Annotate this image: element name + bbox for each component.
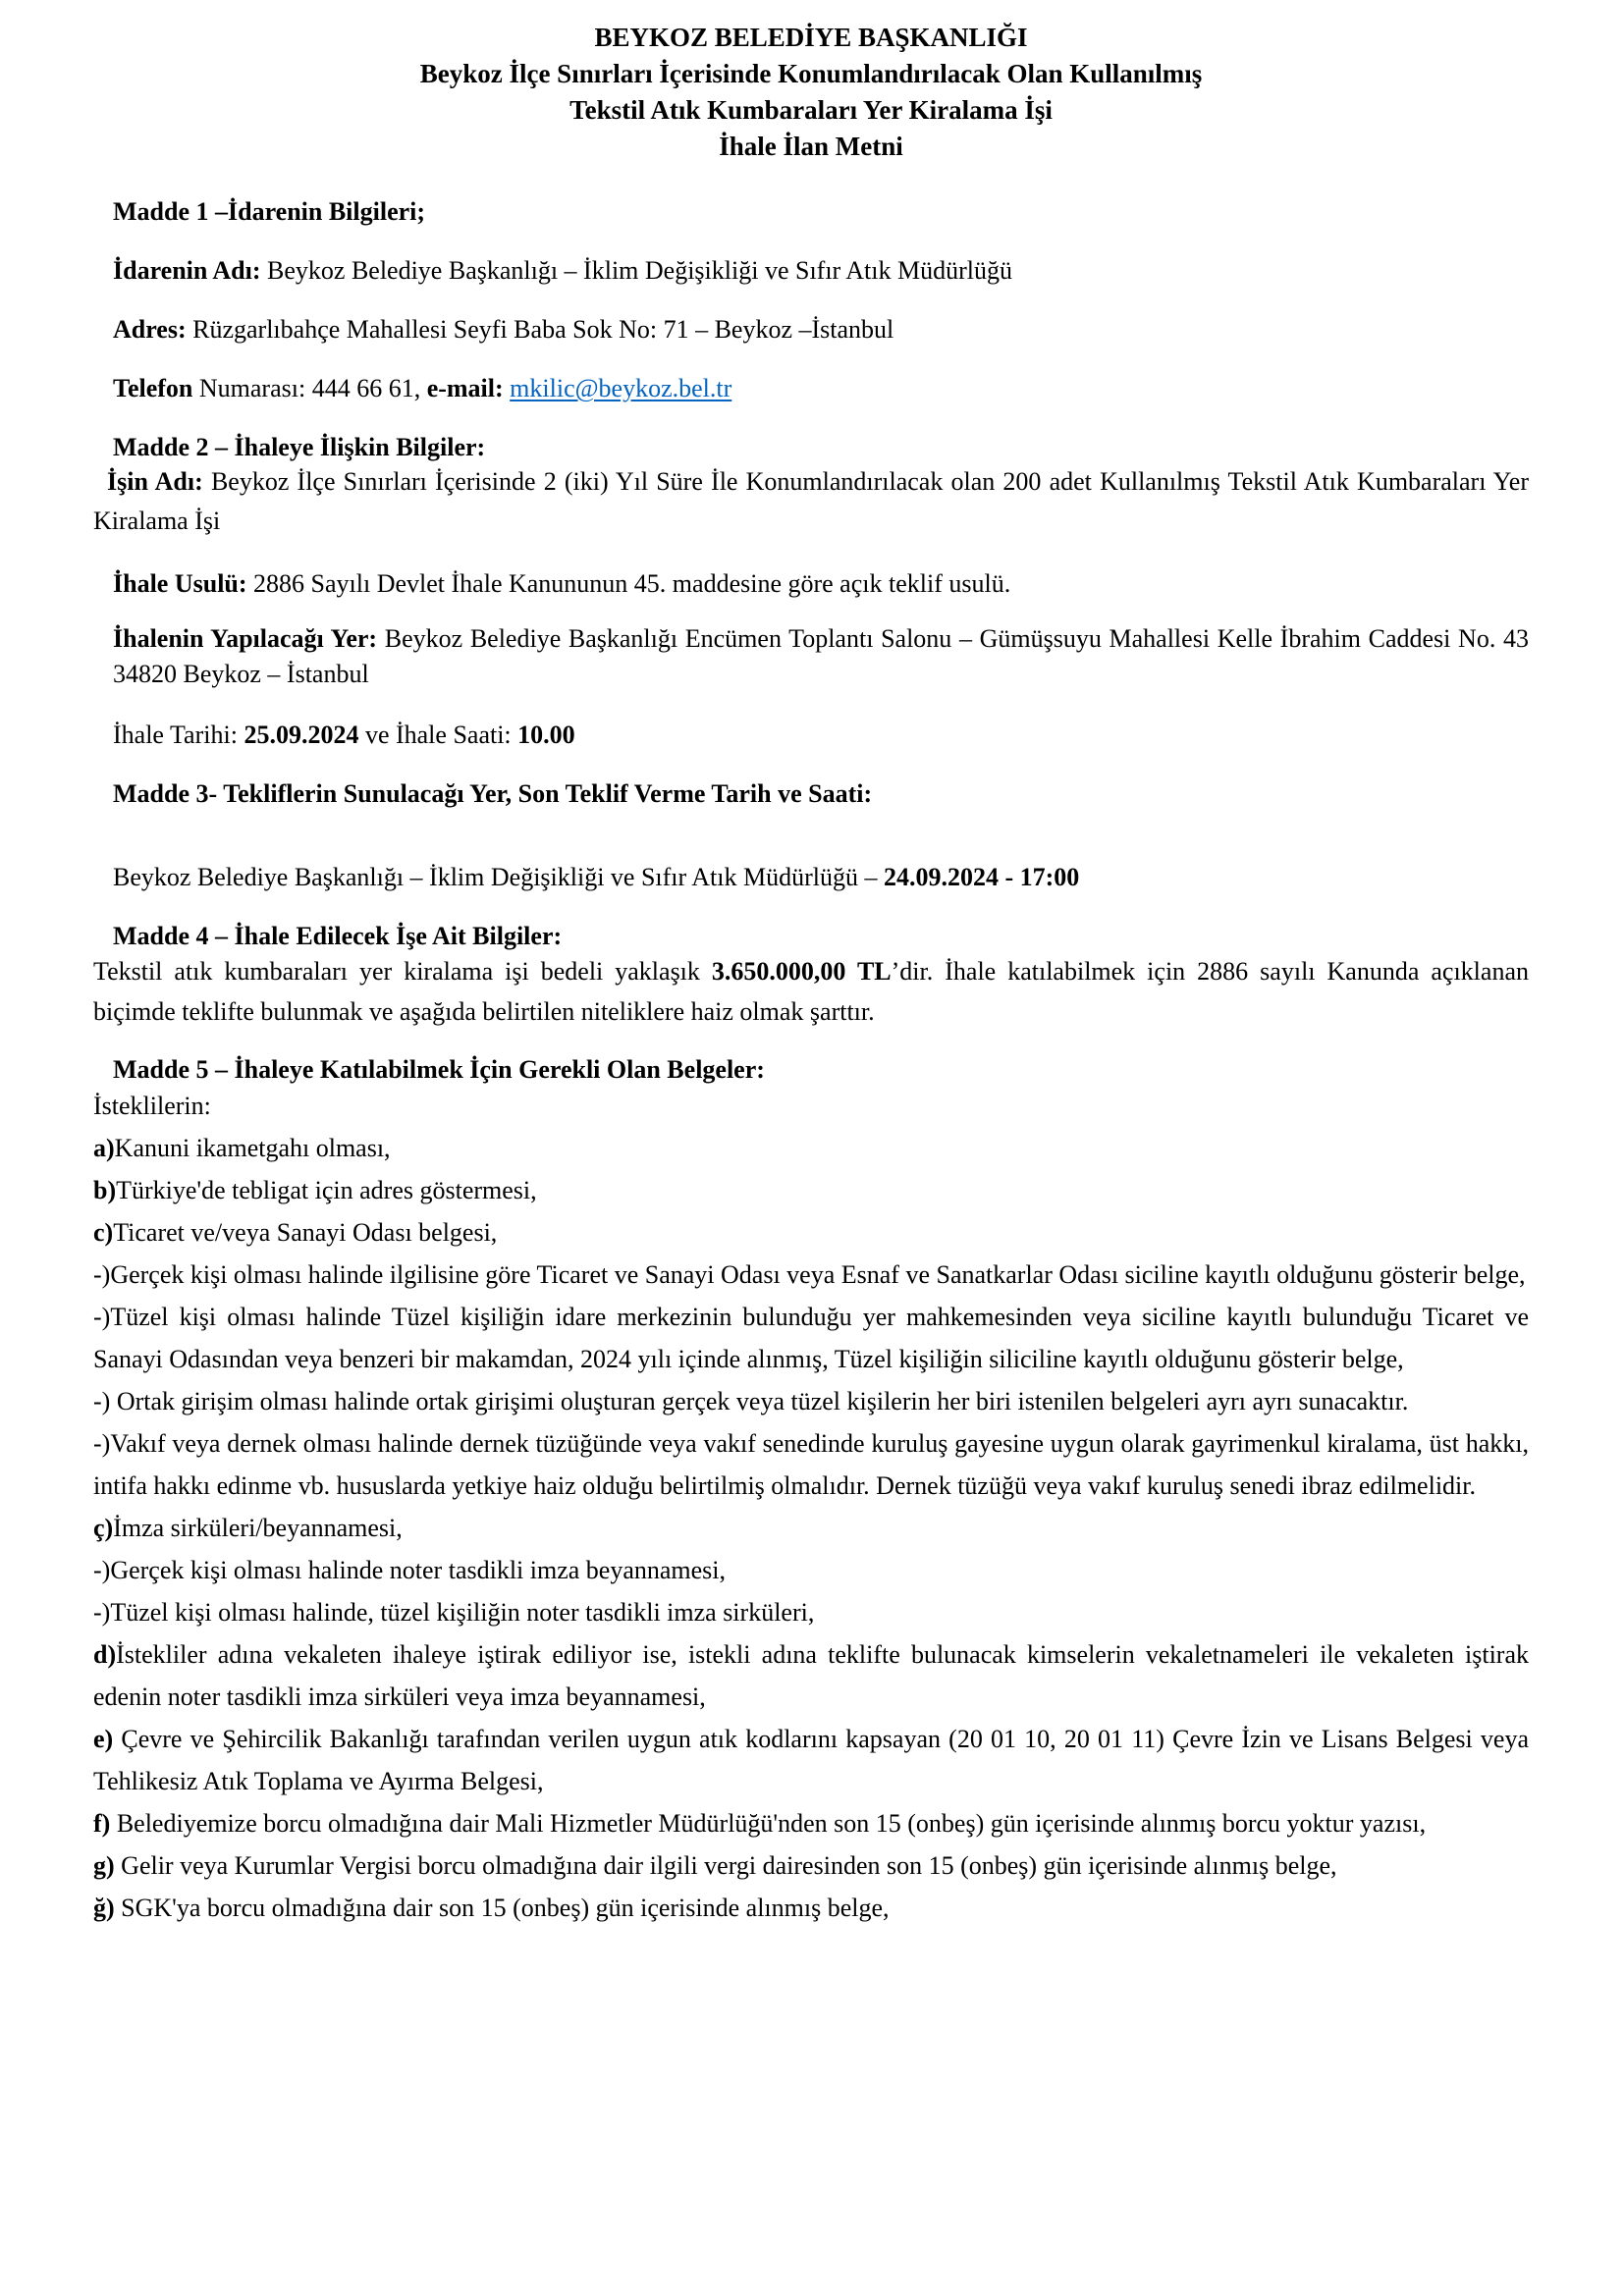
ihale-tarih-row	[93, 714, 1529, 756]
ihale-yeri-label: İhalenin Yapılacağı Yer:	[113, 624, 378, 653]
madde-1-section	[93, 190, 1529, 409]
item-marker: ğ)	[93, 1894, 115, 1922]
madde-3-section	[93, 773, 1529, 898]
madde-4-heading: Madde 4 – İhale Edilecek İşe Ait Bilgiler:	[113, 922, 563, 950]
email-link[interactable]: mkilic@beykoz.bel.tr	[510, 374, 732, 402]
madde-2-section	[93, 426, 1529, 756]
madde-4-paragraph	[93, 951, 1529, 1032]
email-label: e-mail:	[426, 374, 504, 402]
item-text: -)Tüzel kişi olması halinde, tüzel kişiliğin noter tasdikli imza sirküleri,	[93, 1598, 815, 1627]
idare-name-row	[93, 249, 1529, 292]
ihale-yeri-value: Beykoz Belediye Başkanlığı Encümen Toplantı Salonu – Gümüşsuyu Mahallesi Kelle İbrahim Caddesi No. 43 34820 Beykoz – İstanbul	[113, 624, 1529, 688]
required-documents-list	[93, 1127, 1529, 1929]
item-text: -)Vakıf veya dernek olması halinde dernek tüzüğünde veya vakıf senedinde kuruluş gayesine uygun olarak gayrimenkul kiralama, üst hakkı, intifa hakkı edinme vb. hususlarda yetkiye haiz olduğu belirtilmiş olmalıdır. Dernek tüzüğü veya vakıf kuruluş senedi ibraz edilmelidir.	[93, 1429, 1529, 1500]
item-text: Türkiye'de tebligat için adres göstermesi,	[116, 1176, 537, 1204]
item-text: -)Gerçek kişi olması halinde ilgilisine göre Ticaret ve Sanayi Odası veya Esnaf ve Sanatkarlar Odası siciline kayıtlı olduğunu gösterir belge,	[93, 1260, 1526, 1289]
required-document-item	[93, 1802, 1529, 1844]
item-marker: c)	[93, 1218, 114, 1247]
contact-row	[93, 367, 1529, 409]
required-document-item	[93, 1127, 1529, 1169]
title-line-1: BEYKOZ BELEDİYE BAŞKANLIĞI	[594, 23, 1028, 52]
idare-name-value: Beykoz Belediye Başkanlığı – İklim Değişikliği ve Sıfır Atık Müdürlüğü	[260, 256, 1012, 285]
item-text: Belediyemize borcu olmadığına dair Mali Hizmetler Müdürlüğü'nden son 15 (onbeş) gün içerisinde alınmış borcu yoktur yazısı,	[110, 1809, 1427, 1838]
item-marker: ç)	[93, 1514, 114, 1542]
adres-label: Adres:	[113, 315, 187, 344]
madde-3-heading: Madde 3- Tekliflerin Sunulacağı Yer, Son Teklif Verme Tarih ve Saati:	[113, 779, 873, 808]
required-document-item	[93, 1549, 1529, 1591]
teklif-yeri-text: Beykoz Belediye Başkanlığı – İklim Değişikliği ve Sıfır Atık Müdürlüğü –	[113, 863, 884, 891]
item-marker: d)	[93, 1640, 117, 1669]
madde-5-heading: Madde 5 – İhaleye Katılabilmek İçin Gerekli Olan Belgeler:	[113, 1055, 765, 1084]
item-marker: b)	[93, 1176, 117, 1204]
required-document-item	[93, 1422, 1529, 1507]
required-document-item	[93, 1169, 1529, 1211]
item-text: Çevre ve Şehircilik Bakanlığı tarafından verilen uygun atık kodlarını kapsayan (20 01 10, 20 01 11) Çevre İzin ve Lisans Belgesi veya Tehlikesiz Atık Toplama ve Ayırma Belgesi,	[93, 1725, 1529, 1795]
required-document-item	[93, 1844, 1529, 1887]
required-document-item	[93, 1591, 1529, 1633]
required-document-item	[93, 1718, 1529, 1802]
isin-adi-value: Beykoz İlçe Sınırları İçerisinde 2 (iki) Yıl Süre İle Konumlandırılacak olan 200 adet Kullanılmış Tekstil Atık Kumbaraları Yer Kiralama İşi	[93, 467, 1530, 535]
ihale-usulu-label: İhale Usulü:	[113, 569, 247, 598]
required-document-item	[93, 1507, 1529, 1549]
madde-4-text-before: Tekstil atık kumbaraları yer kiralama işi bedeli yaklaşık	[93, 957, 712, 986]
teklif-yeri-row	[93, 856, 1529, 898]
item-text: Kanuni ikametgahı olması,	[114, 1134, 391, 1162]
ihale-saat-value: 10.00	[517, 721, 575, 749]
item-text: -) Ortak girişim olması halinde ortak girişimi oluşturan gerçek veya tüzel kişilerin her biri istenilen belgeleri ayrı ayrı sunacaktır.	[93, 1387, 1409, 1415]
required-document-item	[93, 1296, 1529, 1380]
ihale-usulu-row	[93, 562, 1529, 605]
item-text: -)Gerçek kişi olması halinde noter tasdikli imza beyannamesi,	[93, 1556, 727, 1584]
item-marker: f)	[93, 1809, 111, 1838]
required-document-item	[93, 1887, 1529, 1929]
ihale-tarih-value: 25.09.2024	[244, 721, 359, 749]
title-line-2: Beykoz İlçe Sınırları İçerisinde Konumlandırılacak Olan Kullanılmış	[419, 59, 1203, 88]
item-text: SGK'ya borcu olmadığına dair son 15 (onbeş) gün içerisinde alınmış belge,	[114, 1894, 890, 1922]
isin-adi-label: İşin Adı:	[107, 467, 203, 496]
item-text: Ticaret ve/veya Sanayi Odası belgesi,	[113, 1218, 498, 1247]
item-text: İstekliler adına vekaleten ihaleye iştirak ediliyor ise, istekli adına teklifte bulunacak kimselerin vekaletnameleri ile vekaleten iştirak edenin noter tasdikli imza sirküleri veya imza beyannamesi,	[93, 1640, 1529, 1711]
required-document-item	[93, 1254, 1529, 1296]
item-marker: g)	[93, 1851, 115, 1880]
required-document-item	[93, 1633, 1529, 1718]
adres-value: Rüzgarlıbahçe Mahallesi Seyfi Baba Sok No: 71 – Beykoz –İstanbul	[186, 315, 894, 344]
item-text: İmza sirküleri/beyannamesi,	[113, 1514, 403, 1542]
madde-2-heading: Madde 2 – İhaleye İlişkin Bilgiler:	[113, 433, 486, 461]
isin-adi-paragraph	[93, 462, 1529, 541]
ihale-saat-prefix: ve İhale Saati:	[358, 721, 518, 749]
madde-4-text-after: ’dir. İhale katılabilmek için 2886 sayılı Kanunda açıklanan biçimde teklifte bulunmak ve aşağıda belirtilen niteliklere haiz olmak şarttır.	[93, 957, 1529, 1026]
required-document-item	[93, 1211, 1529, 1254]
item-marker: e)	[93, 1725, 114, 1753]
required-document-item	[93, 1380, 1529, 1422]
telefon-value: Numarası: 444 66 61,	[192, 374, 427, 402]
madde-1-heading: Madde 1 –İdarenin Bilgileri;	[113, 197, 426, 226]
idare-name-label: İdarenin Adı:	[113, 256, 261, 285]
madde-5-section	[93, 1048, 1529, 1929]
madde-4-section	[93, 915, 1529, 1032]
ihale-yeri-paragraph	[93, 621, 1529, 692]
madde-5-intro: İsteklilerin:	[93, 1092, 211, 1120]
item-text: -)Tüzel kişi olması halinde Tüzel kişiliğin idare merkezinin bulunduğu yer mahkemesinden veya siciline kayıtlı bulunduğu Ticaret ve Sanayi Odasından veya benzeri bir makamdan, 2024 yılı içinde alınmış, Tüzel kişiliğin siliciline kayıtlı olduğunu gösterir belge,	[93, 1303, 1529, 1373]
telefon-label: Telefon	[113, 374, 193, 402]
ihale-usulu-value: 2886 Sayılı Devlet İhale Kanununun 45. maddesine göre açık teklif usulü.	[246, 569, 1011, 598]
tahmini-bedel: 3.650.000,00 TL	[711, 957, 892, 986]
item-text: Gelir veya Kurumlar Vergisi borcu olmadığına dair ilgili vergi dairesinden son 15 (onbeş) gün içerisinde alınmış belge,	[114, 1851, 1337, 1880]
item-marker: a)	[93, 1134, 115, 1162]
title-line-3: Tekstil Atık Kumbaraları Yer Kiralama İşi	[569, 95, 1053, 125]
document-page	[93, 0, 1529, 1929]
title-line-4: İhale İlan Metni	[719, 132, 903, 161]
document-title	[93, 20, 1529, 165]
adres-row	[93, 308, 1529, 350]
son-teklif-tarihi: 24.09.2024 - 17:00	[883, 863, 1080, 891]
ihale-tarih-prefix: İhale Tarihi:	[113, 721, 244, 749]
